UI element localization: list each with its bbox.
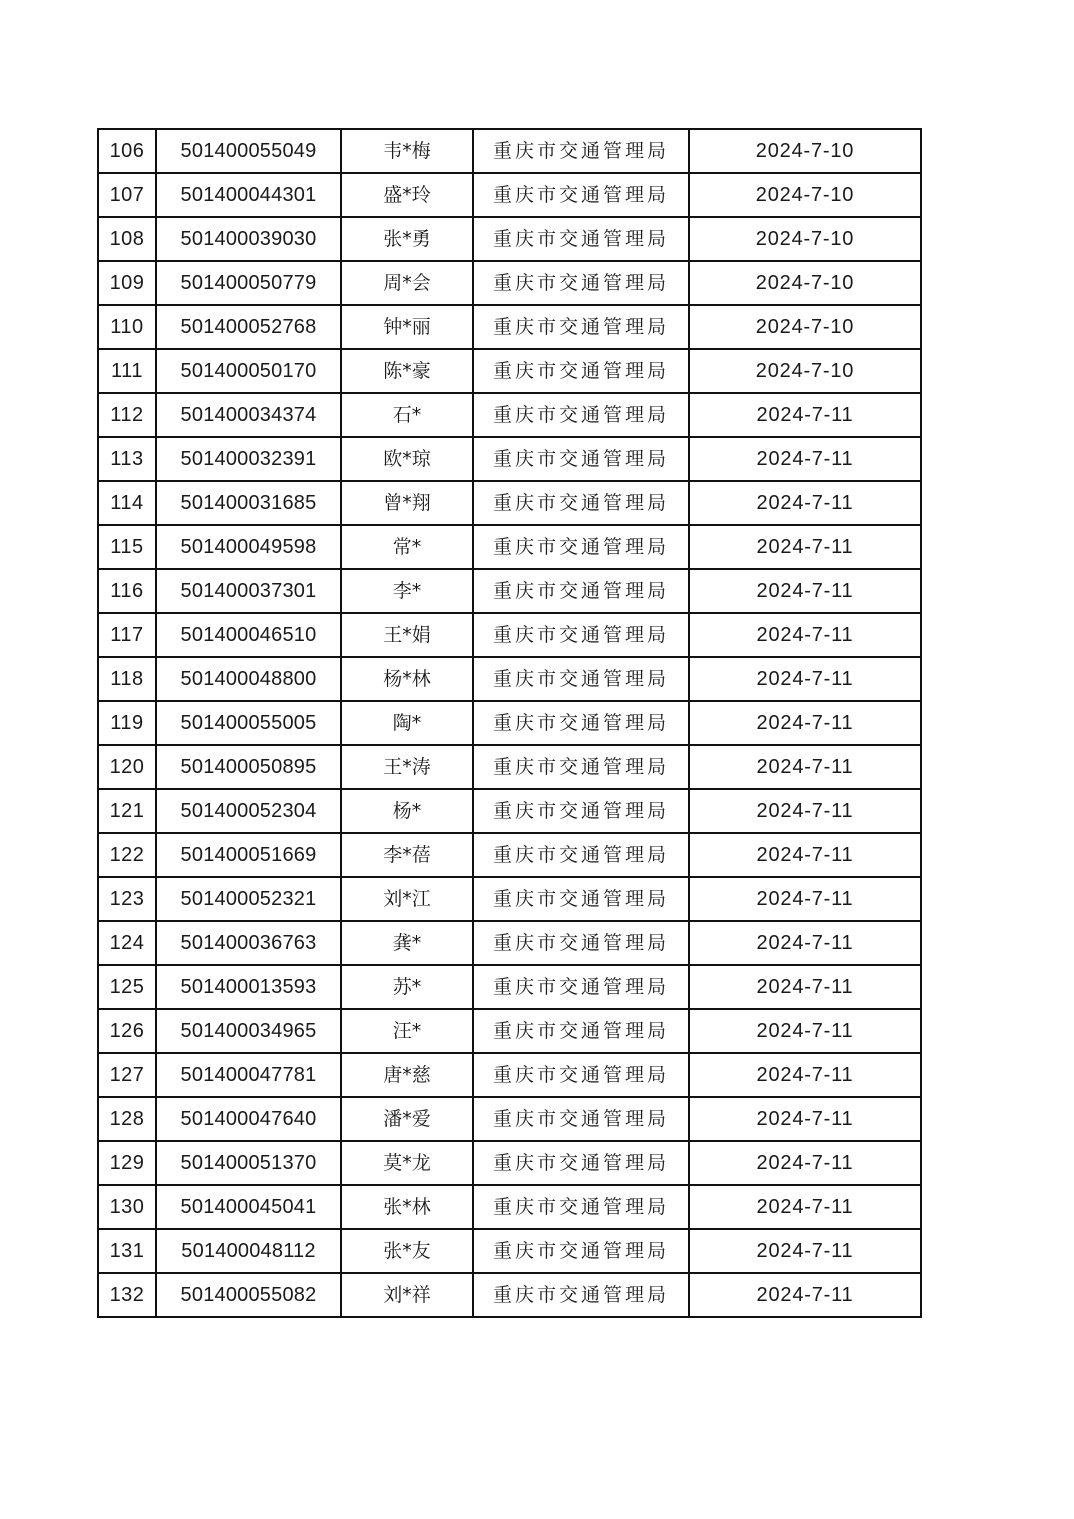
- row-number-cell: 109: [98, 261, 156, 305]
- person-name-cell: 李*蓓: [341, 833, 473, 877]
- table-row: [98, 613, 921, 657]
- record-table: [97, 128, 922, 1318]
- date-cell: 2024-7-11: [689, 1097, 921, 1141]
- date-cell: 2024-7-11: [689, 965, 921, 1009]
- table-row: [98, 657, 921, 701]
- record-id-cell: 501400051669: [156, 833, 341, 877]
- row-number-cell: 110: [98, 305, 156, 349]
- date-cell: 2024-7-11: [689, 393, 921, 437]
- date-cell: 2024-7-10: [689, 261, 921, 305]
- organization-cell: 重庆市交通管理局: [473, 305, 689, 349]
- organization-cell: 重庆市交通管理局: [473, 525, 689, 569]
- table-row: [98, 877, 921, 921]
- date-cell: 2024-7-11: [689, 789, 921, 833]
- record-id-cell: 501400045041: [156, 1185, 341, 1229]
- row-number-cell: 120: [98, 745, 156, 789]
- table-row: [98, 437, 921, 481]
- table-row: [98, 1141, 921, 1185]
- record-id-cell: 501400039030: [156, 217, 341, 261]
- person-name-cell: 石*: [341, 393, 473, 437]
- organization-cell: 重庆市交通管理局: [473, 173, 689, 217]
- record-id-cell: 501400049598: [156, 525, 341, 569]
- record-id-cell: 501400050170: [156, 349, 341, 393]
- organization-cell: 重庆市交通管理局: [473, 481, 689, 525]
- record-id-cell: 501400050779: [156, 261, 341, 305]
- record-id-cell: 501400048800: [156, 657, 341, 701]
- table-row: [98, 261, 921, 305]
- row-number-cell: 122: [98, 833, 156, 877]
- date-cell: 2024-7-11: [689, 921, 921, 965]
- person-name-cell: 张*勇: [341, 217, 473, 261]
- record-id-cell: 501400052768: [156, 305, 341, 349]
- organization-cell: 重庆市交通管理局: [473, 1185, 689, 1229]
- person-name-cell: 韦*梅: [341, 129, 473, 173]
- person-name-cell: 盛*玲: [341, 173, 473, 217]
- person-name-cell: 陈*豪: [341, 349, 473, 393]
- row-number-cell: 119: [98, 701, 156, 745]
- date-cell: 2024-7-10: [689, 349, 921, 393]
- row-number-cell: 128: [98, 1097, 156, 1141]
- row-number-cell: 117: [98, 613, 156, 657]
- organization-cell: 重庆市交通管理局: [473, 701, 689, 745]
- record-id-cell: 501400036763: [156, 921, 341, 965]
- date-cell: 2024-7-11: [689, 1053, 921, 1097]
- person-name-cell: 刘*江: [341, 877, 473, 921]
- row-number-cell: 125: [98, 965, 156, 1009]
- table-row: [98, 349, 921, 393]
- table-row: [98, 569, 921, 613]
- row-number-cell: 121: [98, 789, 156, 833]
- record-id-cell: 501400051370: [156, 1141, 341, 1185]
- table-row: [98, 1097, 921, 1141]
- organization-cell: 重庆市交通管理局: [473, 1097, 689, 1141]
- table-row: [98, 1273, 921, 1317]
- date-cell: 2024-7-11: [689, 1009, 921, 1053]
- date-cell: 2024-7-11: [689, 833, 921, 877]
- organization-cell: 重庆市交通管理局: [473, 657, 689, 701]
- person-name-cell: 苏*: [341, 965, 473, 1009]
- row-number-cell: 130: [98, 1185, 156, 1229]
- record-id-cell: 501400046510: [156, 613, 341, 657]
- date-cell: 2024-7-11: [689, 877, 921, 921]
- organization-cell: 重庆市交通管理局: [473, 437, 689, 481]
- organization-cell: 重庆市交通管理局: [473, 569, 689, 613]
- organization-cell: 重庆市交通管理局: [473, 613, 689, 657]
- row-number-cell: 131: [98, 1229, 156, 1273]
- record-id-cell: 501400052321: [156, 877, 341, 921]
- date-cell: 2024-7-10: [689, 305, 921, 349]
- record-id-cell: 501400031685: [156, 481, 341, 525]
- person-name-cell: 王*娟: [341, 613, 473, 657]
- table-row: [98, 1185, 921, 1229]
- organization-cell: 重庆市交通管理局: [473, 877, 689, 921]
- record-id-cell: 501400047640: [156, 1097, 341, 1141]
- person-name-cell: 张*林: [341, 1185, 473, 1229]
- record-id-cell: 501400050895: [156, 745, 341, 789]
- date-cell: 2024-7-11: [689, 657, 921, 701]
- row-number-cell: 127: [98, 1053, 156, 1097]
- date-cell: 2024-7-11: [689, 1141, 921, 1185]
- table-row: [98, 1053, 921, 1097]
- organization-cell: 重庆市交通管理局: [473, 1141, 689, 1185]
- record-id-cell: 501400048112: [156, 1229, 341, 1273]
- person-name-cell: 李*: [341, 569, 473, 613]
- table-row: [98, 393, 921, 437]
- table-row: [98, 789, 921, 833]
- row-number-cell: 111: [98, 349, 156, 393]
- date-cell: 2024-7-10: [689, 217, 921, 261]
- row-number-cell: 123: [98, 877, 156, 921]
- person-name-cell: 莫*龙: [341, 1141, 473, 1185]
- row-number-cell: 115: [98, 525, 156, 569]
- record-id-cell: 501400052304: [156, 789, 341, 833]
- date-cell: 2024-7-11: [689, 701, 921, 745]
- row-number-cell: 112: [98, 393, 156, 437]
- person-name-cell: 汪*: [341, 1009, 473, 1053]
- record-id-cell: 501400032391: [156, 437, 341, 481]
- date-cell: 2024-7-11: [689, 1273, 921, 1317]
- row-number-cell: 132: [98, 1273, 156, 1317]
- record-id-cell: 501400047781: [156, 1053, 341, 1097]
- record-id-cell: 501400034374: [156, 393, 341, 437]
- organization-cell: 重庆市交通管理局: [473, 217, 689, 261]
- organization-cell: 重庆市交通管理局: [473, 1009, 689, 1053]
- record-id-cell: 501400034965: [156, 1009, 341, 1053]
- table-row: [98, 1009, 921, 1053]
- row-number-cell: 124: [98, 921, 156, 965]
- row-number-cell: 108: [98, 217, 156, 261]
- row-number-cell: 114: [98, 481, 156, 525]
- organization-cell: 重庆市交通管理局: [473, 1053, 689, 1097]
- record-id-cell: 501400055049: [156, 129, 341, 173]
- date-cell: 2024-7-10: [689, 129, 921, 173]
- table-row: [98, 833, 921, 877]
- date-cell: 2024-7-11: [689, 525, 921, 569]
- record-id-cell: 501400055082: [156, 1273, 341, 1317]
- table-row: [98, 965, 921, 1009]
- date-cell: 2024-7-11: [689, 1185, 921, 1229]
- table-row: [98, 1229, 921, 1273]
- date-cell: 2024-7-11: [689, 569, 921, 613]
- organization-cell: 重庆市交通管理局: [473, 921, 689, 965]
- person-name-cell: 龚*: [341, 921, 473, 965]
- person-name-cell: 王*涛: [341, 745, 473, 789]
- date-cell: 2024-7-10: [689, 173, 921, 217]
- person-name-cell: 常*: [341, 525, 473, 569]
- date-cell: 2024-7-11: [689, 613, 921, 657]
- person-name-cell: 杨*: [341, 789, 473, 833]
- person-name-cell: 周*会: [341, 261, 473, 305]
- record-id-cell: 501400044301: [156, 173, 341, 217]
- organization-cell: 重庆市交通管理局: [473, 349, 689, 393]
- record-id-cell: 501400055005: [156, 701, 341, 745]
- organization-cell: 重庆市交通管理局: [473, 1229, 689, 1273]
- date-cell: 2024-7-11: [689, 481, 921, 525]
- table-row: [98, 129, 921, 173]
- person-name-cell: 杨*林: [341, 657, 473, 701]
- table-row: [98, 305, 921, 349]
- record-id-cell: 501400037301: [156, 569, 341, 613]
- record-table-body: [98, 129, 921, 1317]
- date-cell: 2024-7-11: [689, 437, 921, 481]
- table-row: [98, 217, 921, 261]
- table-row: [98, 921, 921, 965]
- table-row: [98, 173, 921, 217]
- organization-cell: 重庆市交通管理局: [473, 1273, 689, 1317]
- table-row: [98, 701, 921, 745]
- person-name-cell: 潘*爱: [341, 1097, 473, 1141]
- organization-cell: 重庆市交通管理局: [473, 261, 689, 305]
- table-row: [98, 745, 921, 789]
- row-number-cell: 118: [98, 657, 156, 701]
- table-row: [98, 481, 921, 525]
- row-number-cell: 106: [98, 129, 156, 173]
- person-name-cell: 唐*慈: [341, 1053, 473, 1097]
- organization-cell: 重庆市交通管理局: [473, 965, 689, 1009]
- record-id-cell: 501400013593: [156, 965, 341, 1009]
- row-number-cell: 116: [98, 569, 156, 613]
- person-name-cell: 欧*琼: [341, 437, 473, 481]
- person-name-cell: 钟*丽: [341, 305, 473, 349]
- date-cell: 2024-7-11: [689, 1229, 921, 1273]
- row-number-cell: 107: [98, 173, 156, 217]
- person-name-cell: 刘*祥: [341, 1273, 473, 1317]
- date-cell: 2024-7-11: [689, 745, 921, 789]
- organization-cell: 重庆市交通管理局: [473, 129, 689, 173]
- organization-cell: 重庆市交通管理局: [473, 745, 689, 789]
- organization-cell: 重庆市交通管理局: [473, 789, 689, 833]
- person-name-cell: 曾*翔: [341, 481, 473, 525]
- row-number-cell: 113: [98, 437, 156, 481]
- row-number-cell: 129: [98, 1141, 156, 1185]
- person-name-cell: 张*友: [341, 1229, 473, 1273]
- row-number-cell: 126: [98, 1009, 156, 1053]
- table-row: [98, 525, 921, 569]
- organization-cell: 重庆市交通管理局: [473, 393, 689, 437]
- person-name-cell: 陶*: [341, 701, 473, 745]
- organization-cell: 重庆市交通管理局: [473, 833, 689, 877]
